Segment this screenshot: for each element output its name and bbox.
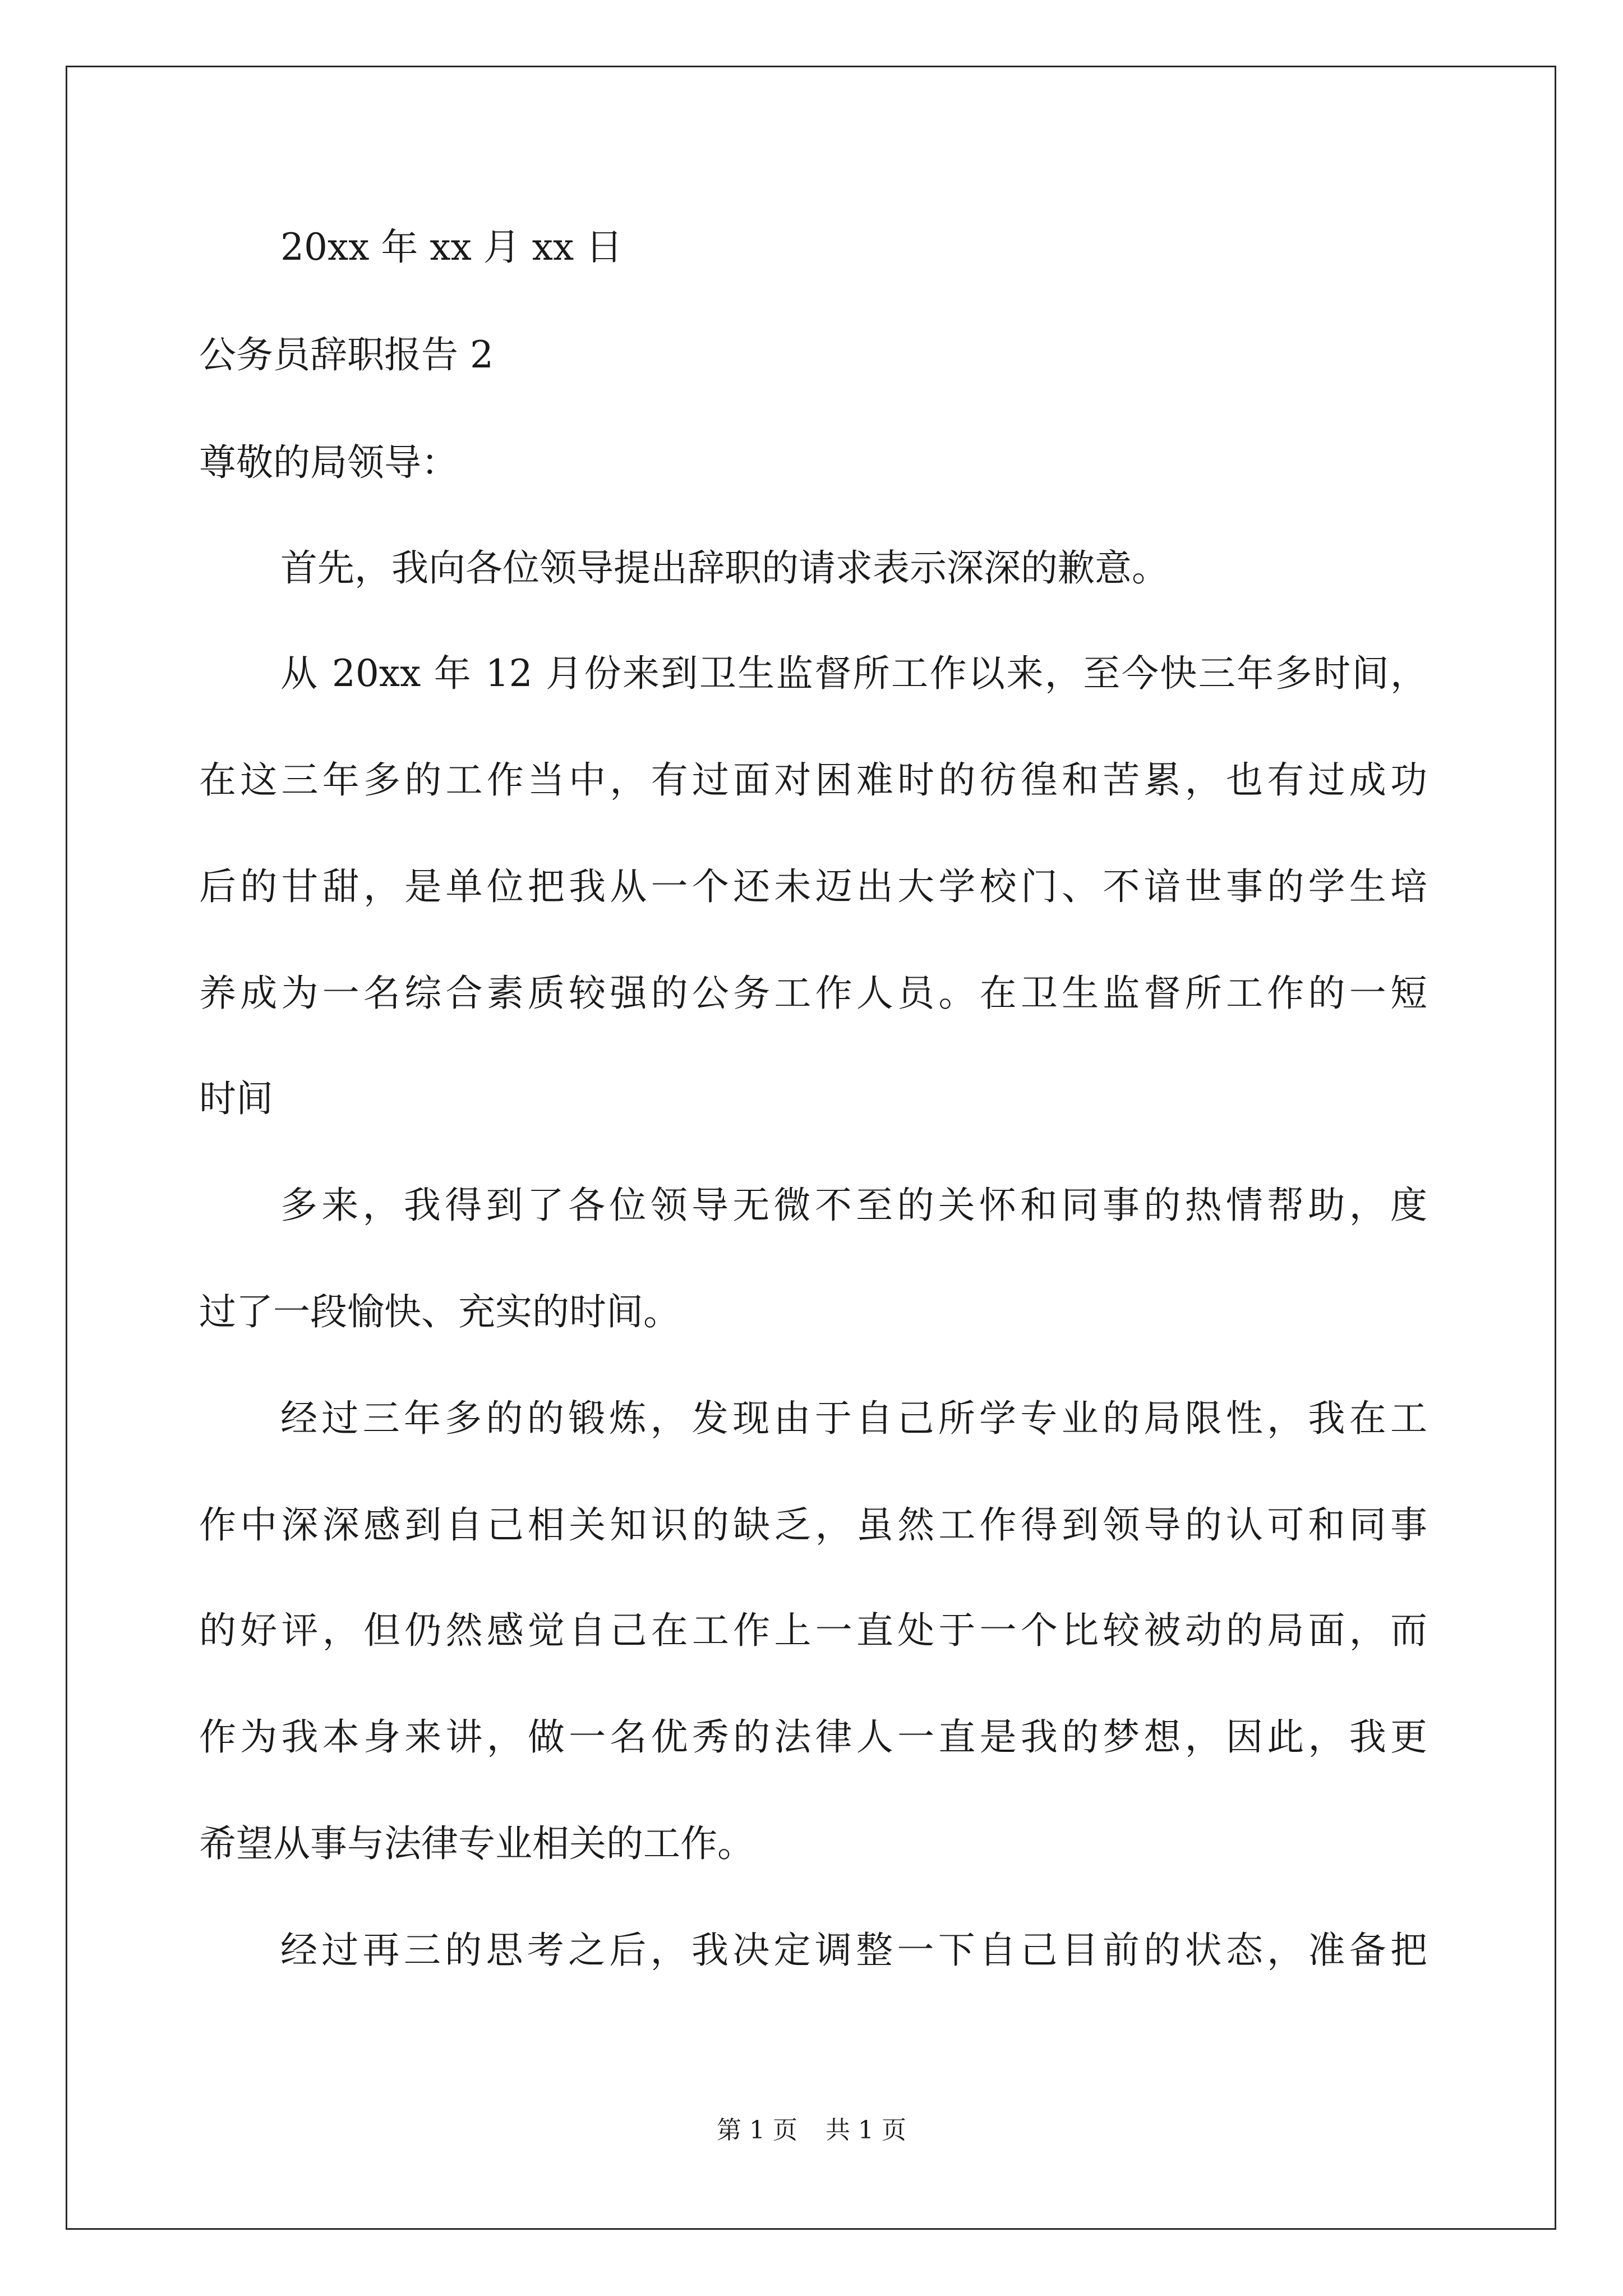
body-line: 过了一段愉快、充实的时间。 [199,1290,680,1333]
body-line: 希望从事与法律专业相关的工作。 [199,1822,754,1865]
page-total: 共 1 页 [826,2116,906,2145]
body-line: 作为我本身来讲，做一名优秀的法律人一直是我的梦想，因此，我更 [199,1715,1427,1759]
body-line: 作中深深感到自己相关知识的缺乏，虽然工作得到领导的认可和同事 [199,1503,1427,1547]
body-line: 经过三年多的的锻炼，发现由于自己所学专业的局限性，我在工 [280,1397,1427,1440]
body-line: 时间 [199,1077,273,1120]
page-number: 第 1 页 [717,2116,797,2145]
body-line: 首先，我向各位领导提出辞职的请求表示深深的歉意。 [280,546,1169,590]
body-line: 在这三年多的工作当中，有过面对困难时的彷徨和苦累，也有过成功 [199,758,1427,802]
date-line: 20xx 年 xx 月 xx 日 [280,226,623,269]
page-border [66,66,1556,2230]
body-line: 的好评，但仍然感觉自己在工作上一直处于一个比较被动的局面，而 [199,1609,1427,1652]
page-footer [0,2118,1623,2143]
document-title: 公务员辞职报告 2 [199,333,494,376]
salutation: 尊敬的局领导： [199,441,458,484]
body-line: 经过再三的思考之后，我决定调整一下自己目前的状态，准备把 [280,1929,1427,1972]
body-line: 养成为一名综合素质较强的公务工作人员。在卫生监督所工作的一短 [199,972,1427,1015]
body-line: 多来，我得到了各位领导无微不至的关怀和同事的热情帮助，度 [280,1184,1427,1227]
body-line: 从 20xx 年 12 月份来到卫生监督所工作以来，至今快三年多时间， [280,652,1427,695]
body-line: 后的甘甜，是单位把我从一个还未迈出大学校门、不谙世事的学生培 [199,865,1427,908]
